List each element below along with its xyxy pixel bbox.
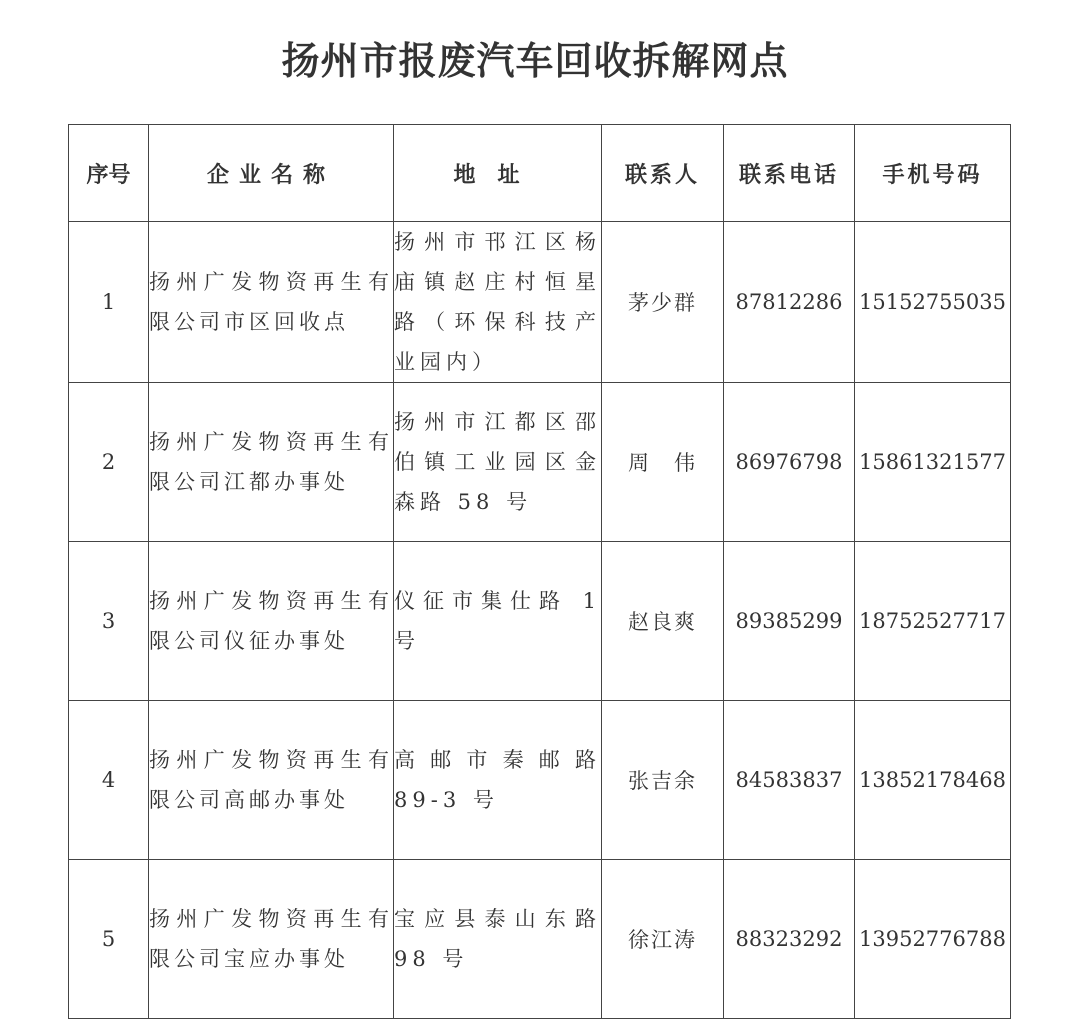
company-name — [149, 542, 394, 701]
company-name — [149, 701, 394, 860]
contact-person: 茅少群 — [602, 222, 724, 383]
address — [394, 860, 602, 1019]
contact-person: 赵良爽 — [602, 542, 724, 701]
phone-number: 88323292 — [724, 860, 855, 1019]
address — [394, 701, 602, 860]
contact-person: 周 伟 — [602, 383, 724, 542]
company-name-text: 扬州广发物资再生有限公司江都办事处 — [149, 430, 393, 494]
company-name-text: 扬州广发物资再生有限公司仪征办事处 — [149, 589, 393, 653]
row-number: 1 — [69, 222, 149, 383]
address — [394, 383, 602, 542]
mobile-number: 15152755035 — [855, 222, 1011, 383]
address — [394, 222, 602, 383]
recycling-sites-table — [68, 124, 1011, 1019]
header-address: 地址 — [394, 125, 602, 222]
header-company: 企业名称 — [149, 125, 394, 222]
company-name-text: 扬州广发物资再生有限公司市区回收点 — [149, 270, 393, 334]
company-name — [149, 222, 394, 383]
table-row — [69, 542, 1011, 701]
address-text: 扬州市邗江区杨庙镇赵庄村恒星路（环保科技产业园内） — [394, 230, 601, 374]
phone-number: 87812286 — [724, 222, 855, 383]
phone-number: 86976798 — [724, 383, 855, 542]
header-no: 序号 — [69, 125, 149, 222]
row-number: 4 — [69, 701, 149, 860]
table-header-row — [69, 125, 1011, 222]
address — [394, 542, 602, 701]
contact-person: 张吉余 — [602, 701, 724, 860]
page-title: 扬州市报废汽车回收拆解网点 — [281, 39, 789, 83]
header-phone: 联系电话 — [724, 125, 855, 222]
company-name-text: 扬州广发物资再生有限公司宝应办事处 — [149, 907, 393, 971]
mobile-number: 15861321577 — [855, 383, 1011, 542]
phone-number: 89385299 — [724, 542, 855, 701]
address-text: 高邮市秦邮路 89-3 号 — [394, 748, 601, 812]
header-contact: 联系人 — [602, 125, 724, 222]
company-name-text: 扬州广发物资再生有限公司高邮办事处 — [149, 748, 393, 812]
company-name — [149, 860, 394, 1019]
phone-number: 84583837 — [724, 701, 855, 860]
table-row — [69, 701, 1011, 860]
table-row — [69, 860, 1011, 1019]
company-name — [149, 383, 394, 542]
address-text: 宝应县泰山东路 98 号 — [394, 907, 601, 971]
mobile-number: 13852178468 — [855, 701, 1011, 860]
mobile-number: 18752527717 — [855, 542, 1011, 701]
row-number: 3 — [69, 542, 149, 701]
mobile-number: 13952776788 — [855, 860, 1011, 1019]
contact-person: 徐江涛 — [602, 860, 724, 1019]
address-text: 仪征市集仕路 1 号 — [394, 589, 601, 653]
header-mobile: 手机号码 — [855, 125, 1011, 222]
row-number: 5 — [69, 860, 149, 1019]
table-row — [69, 222, 1011, 383]
row-number: 2 — [69, 383, 149, 542]
table-row — [69, 383, 1011, 542]
address-text: 扬州市江都区邵伯镇工业园区金森路 58 号 — [394, 410, 601, 514]
